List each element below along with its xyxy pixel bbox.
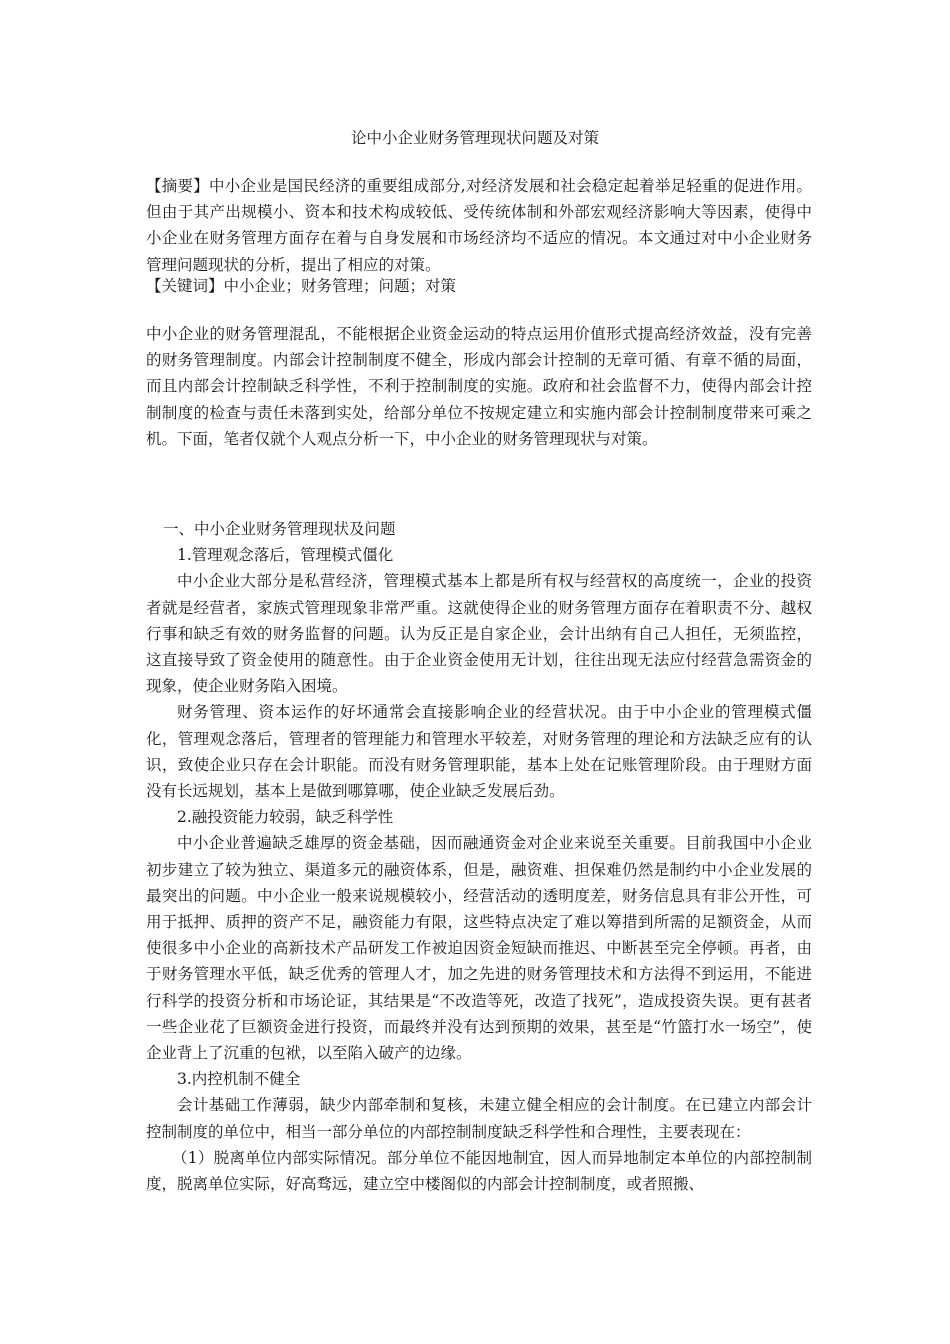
list-item: （1）脱离单位内部实际情况。部分单位不能因地制宜，因人而异地制定本单位的内部控制制度，脱离单位实际，好高骛远，建立空中楼阁似的内部会计控制制度，或者照搬、 — [146, 1148, 812, 1194]
paragraph: 财务管理、资本运作的好坏通常会直接影响企业的经营状况。由于中小企业的管理模式僵化，管理观念落后，管理者的管理能力和管理水平较差，对财务管理的理论和方法缺乏应有的认识，致使企业只存在会计职能。而没有财务管理职能，基本上处在记账管理阶段。由于理财方面没有长远规划，基本上是做到哪算哪，使企业缺乏发展后劲。 — [146, 703, 812, 801]
abstract-text: 【摘要】中小企业是国民经济的重要组成部分,对经济发展和社会稳定起着举足轻重的促进作用。但由于其产出规模小、资本和技术构成较低、受传统体制和外部宏观经济影响大等因素，使得中小企业在财务管理方面存在着与自身发展和市场经济均不适应的情况。本文通过对中小企业财务管理问题现状的分析，提出了相应的对策。 — [146, 177, 812, 274]
section-heading: 一、中小企业财务管理现状及问题 — [163, 520, 396, 538]
intro-text: 中小企业的财务管理混乱，不能根据企业资金运动的特点运用价值形式提高经济效益，没有完善的财务管理制度。内部会计控制制度不健全，形成内部会计控制的无章可循、有章不循的局面，而且内部会计控制缺乏科学性，不利于控制制度的实施。政府和社会监督不力，使得内部会计控制制度的检查与责任未落到实处，给部分单位不按规定建立和实施内部会计控制制度带来可乘之机。下面，笔者仅就个人观点分析一下，中小企业的财务管理现状与对策。 — [146, 325, 812, 448]
intro-paragraph — [146, 321, 812, 452]
subsection-heading-3: 3.内控机制不健全 — [177, 1070, 301, 1089]
abstract — [146, 173, 812, 278]
document-title: 论中小企业财务管理现状问题及对策 — [350, 129, 599, 147]
subsection-heading-2: 2.融投资能力较弱，缺乏科学性 — [177, 808, 394, 827]
subsection-heading-1: 1.管理观念落后，管理模式僵化 — [177, 546, 394, 565]
paragraph: 中小企业普遍缺乏雄厚的资金基础，因而融通资金对企业来说至关重要。目前我国中小企业初步建立了较为独立、渠道多元的融资体系，但是，融资难、担保难仍然是制约中小企业发展的最突出的问题。中小企业一般来说规模较小，经营活动的透明度差，财务信息具有非公开性，可用于抵押、质押的资产不足，融资能力有限，这些特点决定了难以筹措到所需的足额资金，从而使很多中小企业的高新技术产品研发工作被迫因资金短缺而推迟、中断甚至完全停顿。再者，由于财务管理水平低，缺乏优秀的管理人才，加之先进的财务管理技术和方法得不到运用，不能进行科学的投资分析和市场论证，其结果是“不改造等死，改造了找死”，造成投资失误。更有甚者一些企业花了巨额资金进行投资，而最终并没有达到预期的效果，甚至是“竹篮打水一场空”，使企业背上了沉重的包袱，以至陷入破产的边缘。 — [146, 834, 812, 1063]
keywords-text: 【关键词】中小企业；财务管理；问题；对策 — [146, 277, 457, 295]
paragraph: 中小企业大部分是私营经济，管理模式基本上都是所有权与经营权的高度统一，企业的投资者就是经营者，家族式管理现象非常严重。这就使得企业的财务管理方面存在着职责不分、越权行事和缺乏有效的财务监督的问题。认为反正是自家企业，会计出纳有自己人担任，无须监控，这直接导致了资金使用的随意性。由于企业资金使用无计划，往往出现无法应付经营急需资金的现象，使企业财务陷入困境。 — [146, 572, 812, 696]
keywords — [146, 273, 812, 299]
section-1 — [146, 516, 812, 1197]
paragraph: 会计基础工作薄弱，缺少内部牵制和复核，未建立健全相应的会计制度。在已建立内部会计控制制度的单位中，相当一部分单位的内部控制制度缺乏科学性和合理性，主要表现在： — [146, 1096, 812, 1141]
